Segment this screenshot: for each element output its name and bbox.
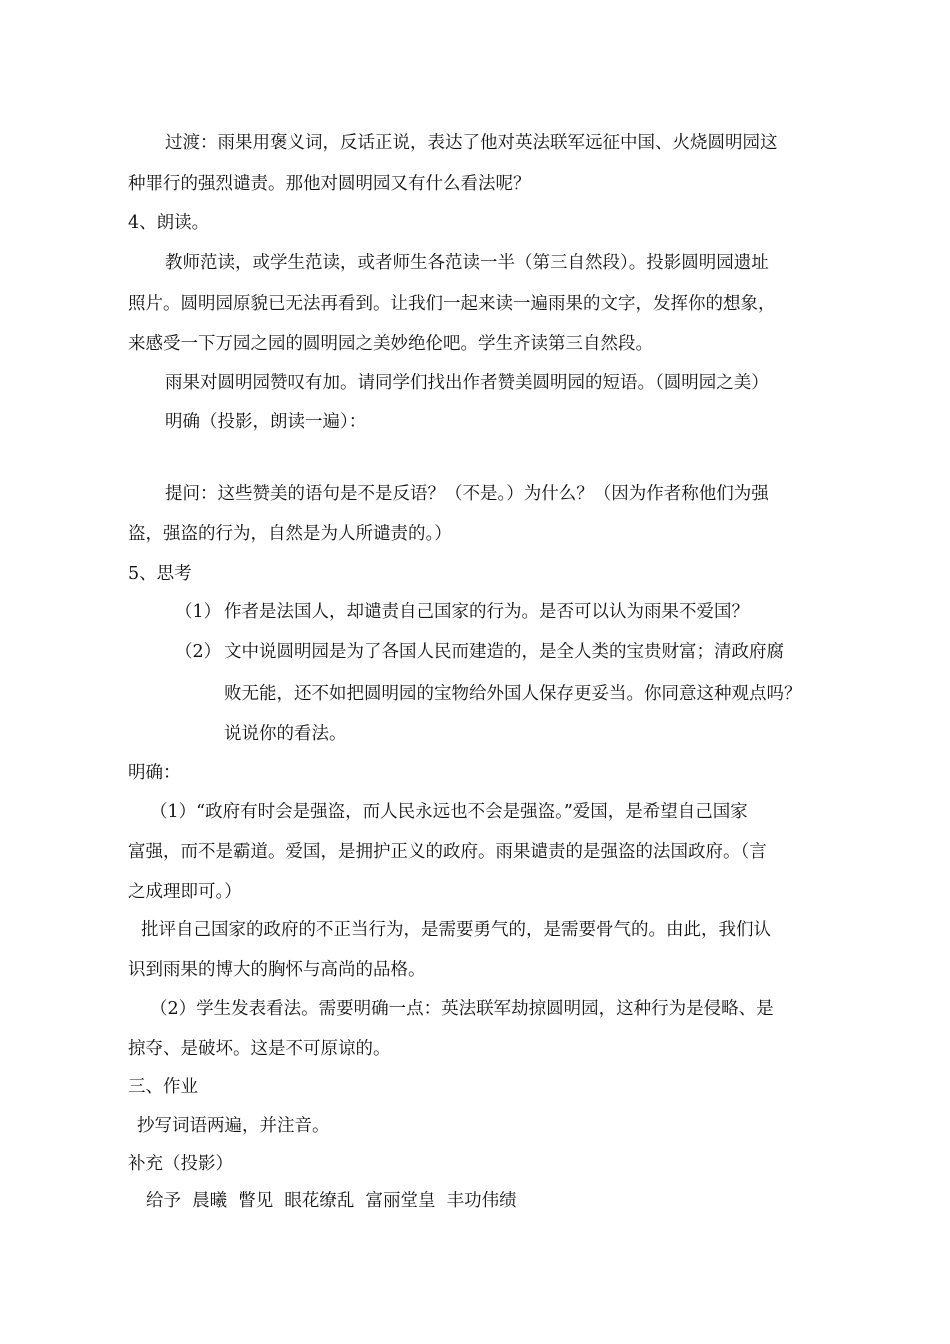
critique-line-1: 批评自己国家的政府的不正当行为，是需要勇气的，是需要骨气的。由此，我们认 [141, 920, 771, 940]
question-line-2: 盗，强盗的行为，自然是为人所谴责的。） [128, 524, 452, 544]
supplement-heading: 补充（投影） [128, 1154, 233, 1174]
answer-1-line-3: 之成理即可。） [128, 882, 242, 902]
think-2-number: （2） [175, 642, 222, 662]
answer-2-line-1: （2）学生发表看法。需要明确一点：英法联军劫掠圆明园，这种行为是侵略、是 [150, 999, 774, 1019]
reading-line-1: 教师范读，或学生范读，或者师生各范读一半（第三自然段）。投影圆明园遗址 [165, 253, 769, 273]
clarify-heading: 明确： [128, 763, 181, 783]
transition-line-1: 过渡：雨果用褒义词，反话正说，表达了他对英法联军远征中国、火烧圆明园这 [165, 133, 778, 153]
reading-line-3: 来感受一下万园之园的圆明园之美妙绝伦吧。学生齐读第三自然段。 [128, 334, 653, 354]
think-2-line-1: 文中说圆明园是为了各国人民而建造的，是全人类的宝贵财富；清政府腐 [224, 642, 784, 662]
transition-line-2: 种罪行的强烈谴责。那他对圆明园又有什么看法呢？ [128, 174, 531, 194]
think-1-number: （1） [175, 602, 222, 622]
homework-heading: 三、作业 [128, 1077, 198, 1097]
think-2-line-2: 败无能，还不如把圆明园的宝物给外国人保存更妥当。你同意这种观点吗？ [224, 684, 802, 704]
answer-1-line-1: （1）“政府有时会是强盗，而人民永远也不会是强盗。”爱国，是希望自己国家 [150, 802, 748, 822]
critique-line-2: 识到雨果的博大的胸怀与高尚的品格。 [128, 960, 426, 980]
think-1-text: 作者是法国人，却谴责自己国家的行为。是否可以认为雨果不爱国？ [224, 602, 749, 622]
think-2-line-3: 说说你的看法。 [224, 724, 347, 744]
homework-text: 抄写词语两遍，并注音。 [137, 1116, 330, 1136]
section-5-heading: 5、思考 [128, 564, 192, 584]
question-line-1: 提问：这些赞美的语句是不是反语？（不是。）为什么？（因为作者称他们为强 [165, 484, 769, 504]
answer-1-line-2: 富强，而不是霸道。爱国，是拥护正义的政府。雨果谴责的是强盗的法国政府。（言 [128, 842, 767, 862]
answer-2-line-2: 掠夺、是破坏。这是不可原谅的。 [128, 1039, 391, 1059]
section-4-heading: 4、朗读。 [128, 213, 210, 233]
praise-line: 雨果对圆明园赞叹有加。请同学们找出作者赞美圆明园的短语。（圆明园之美） [165, 373, 769, 393]
reading-line-2: 照片。圆明园原貌已无法再看到。让我们一起来读一遍雨果的文字，发挥你的想象， [128, 294, 776, 314]
clarify-projection: 明确（投影，朗读一遍）： [165, 412, 367, 432]
vocab-words: 给予 晨曦 瞥见 眼花缭乱 富丽堂皇 丰功伟绩 [146, 1191, 517, 1211]
